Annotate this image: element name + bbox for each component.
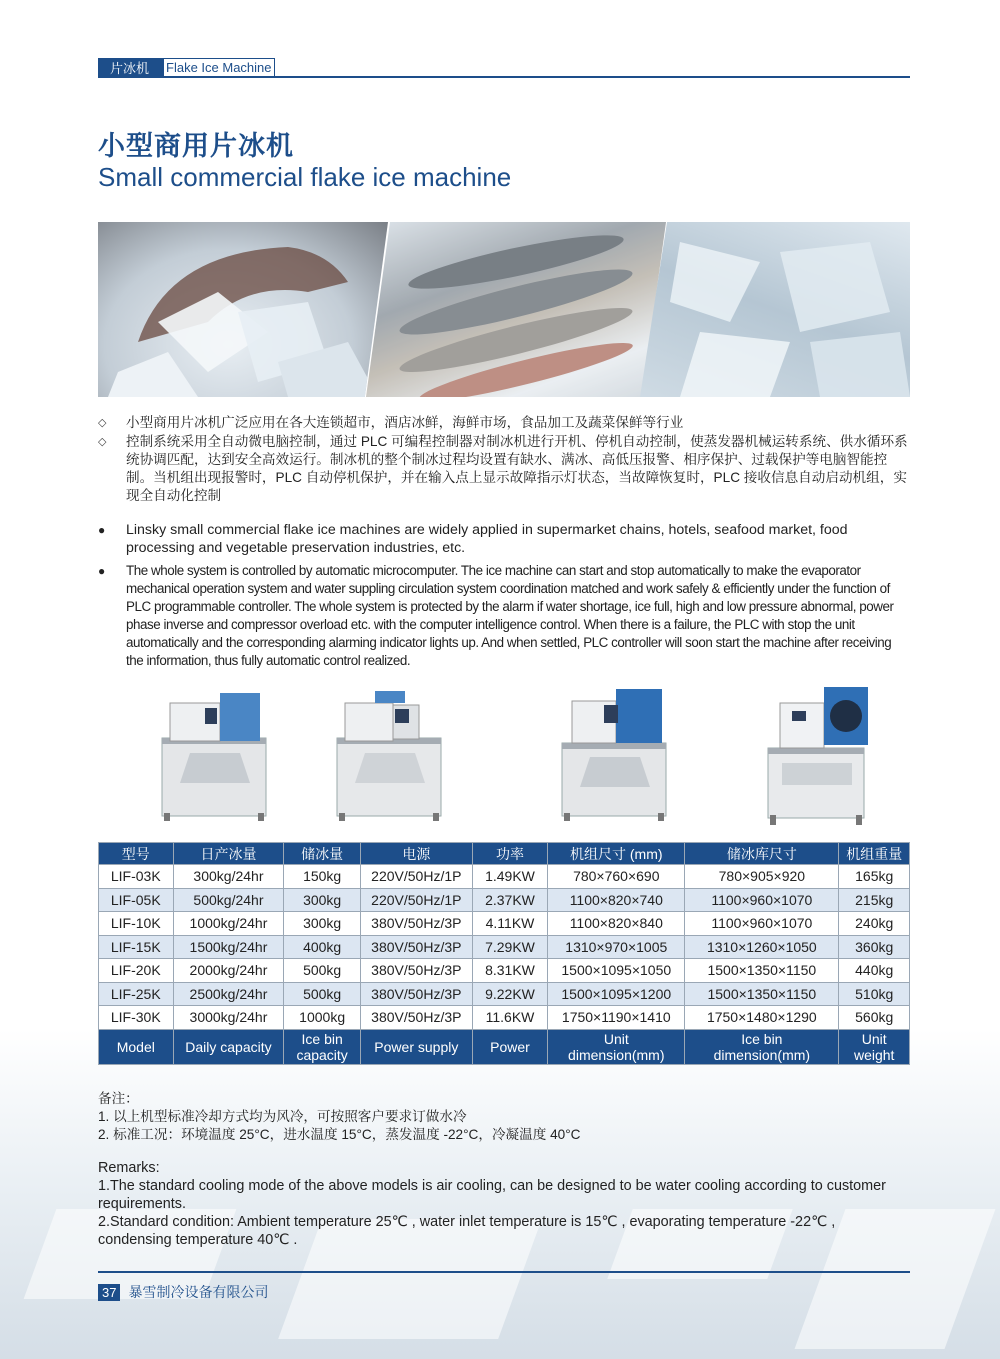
footer-cell — [360, 1029, 472, 1064]
flake-ice-photo — [98, 222, 388, 397]
column-header: 日产冰量 — [173, 843, 284, 865]
table-cell: 300kg/24hr — [173, 865, 284, 889]
table-header-row — [99, 843, 910, 865]
ice-photo-strip — [98, 222, 910, 397]
table-cell: 2.37KW — [472, 888, 548, 912]
footer-cell-line: dimension(mm) — [713, 1046, 811, 1063]
table-cell: LIF-15K — [99, 935, 174, 959]
table-cell: 1000kg/24hr — [173, 912, 284, 936]
page-number: 37 — [98, 1284, 120, 1301]
table-cell: LIF-03K — [99, 865, 174, 889]
table-cell: 1100×820×740 — [548, 888, 685, 912]
table-cell: LIF-20K — [99, 959, 174, 983]
note-item: 1. 以上机型标准冷却方式均为风冷，可按照客户要求订做水冷 — [98, 1109, 467, 1124]
footer-cell-line: dimension(mm) — [568, 1046, 665, 1063]
machine-photos — [150, 683, 870, 828]
table-cell: 1500kg/24hr — [173, 935, 284, 959]
column-header: 型号 — [99, 843, 174, 865]
diamond-bullet-icon: ◇ — [98, 417, 107, 429]
footer-cell — [548, 1029, 685, 1064]
section-label-en: Flake Ice Machine — [163, 58, 275, 77]
table-cell: 500kg — [284, 982, 361, 1006]
table-footer-row — [99, 1029, 910, 1064]
dot-bullet-icon: ● — [98, 523, 106, 537]
header-divider — [98, 76, 910, 78]
feature-list-en — [98, 521, 910, 675]
table-row — [99, 888, 910, 912]
column-header: 功率 — [472, 843, 548, 865]
section-header — [98, 58, 275, 77]
footer-cell-line: Daily capacity — [185, 1038, 272, 1055]
notes-heading-zh: 备注： — [98, 1091, 139, 1106]
table-cell: 780×760×690 — [548, 865, 685, 889]
table-cell: 380V/50Hz/3P — [360, 912, 472, 936]
table-cell: LIF-05K — [99, 888, 174, 912]
page-footer — [98, 1282, 268, 1302]
footer-cell-line: Unit — [603, 1030, 629, 1047]
table-cell: 780×905×920 — [685, 865, 839, 889]
table-cell: 1310×1260×1050 — [685, 935, 839, 959]
list-item: ◇ 小型商用片冰机广泛应用在各大连锁超市，酒店冰鲜，海鲜市场，食品加工及蔬菜保鲜等行业 — [98, 415, 684, 430]
table-cell: 400kg — [284, 935, 361, 959]
footer-cell-line: Model — [116, 1038, 155, 1055]
table-cell: 360kg — [839, 935, 910, 959]
spec-table — [98, 842, 910, 1065]
table-cell: 220V/50Hz/1P — [360, 865, 472, 889]
column-header: 机组重量 — [839, 843, 910, 865]
table-cell: 150kg — [284, 865, 361, 889]
table-cell: 8.31KW — [472, 959, 548, 983]
table-row — [99, 982, 910, 1006]
table-cell: 300kg — [284, 888, 361, 912]
table-row — [99, 912, 910, 936]
table-cell: 1750×1190×1410 — [548, 1006, 685, 1030]
list-item: ● Linsky small commercial flake ice machines are widely applied in supermarket chains, hotels, seafood market, food processing and vegetable preservation industries, etc. — [98, 522, 848, 556]
note-item: 2.Standard condition: Ambient temperature 25℃ , water inlet temperature is 15℃ , evaporating temperature -22℃ , condensing temperature 40℃ . — [98, 1214, 836, 1248]
table-cell: 300kg — [284, 912, 361, 936]
table-cell: LIF-10K — [99, 912, 174, 936]
table-cell: 4.11KW — [472, 912, 548, 936]
note-item: 2. 标准工况：环境温度 25°C，进水温度 15°C，蒸发温度 -22°C，冷凝温度 40°C — [98, 1127, 581, 1142]
table-cell: 1310×970×1005 — [548, 935, 685, 959]
table-cell: 380V/50Hz/3P — [360, 1006, 472, 1030]
column-header: 机组尺寸 (mm) — [548, 843, 685, 865]
table-cell: 1500×1350×1150 — [685, 959, 839, 983]
column-header: 储冰量 — [284, 843, 361, 865]
machine-image — [762, 683, 872, 828]
table-cell: 1100×820×840 — [548, 912, 685, 936]
feature-list-zh — [98, 414, 910, 506]
table-cell: 1750×1480×1290 — [685, 1006, 839, 1030]
page-title-en: Small commercial flake ice machine — [98, 162, 512, 192]
table-cell: 380V/50Hz/3P — [360, 935, 472, 959]
footer-divider — [98, 1271, 910, 1273]
table-cell: 1500×1095×1050 — [548, 959, 685, 983]
dot-bullet-icon: ● — [98, 564, 105, 578]
table-cell: 1100×960×1070 — [685, 888, 839, 912]
machine-image — [560, 683, 670, 823]
column-header: 电源 — [360, 843, 472, 865]
footer-cell-line: Unit — [861, 1030, 887, 1047]
table-row — [99, 935, 910, 959]
footer-cell-line: Power — [490, 1038, 530, 1055]
table-row — [99, 959, 910, 983]
table-row — [99, 865, 910, 889]
page-title-zh: 小型商用片冰机 — [98, 131, 294, 161]
table-cell: 7.29KW — [472, 935, 548, 959]
footer-cell — [472, 1029, 548, 1064]
footer-cell — [173, 1029, 284, 1064]
list-item: ◇ 控制系统采用全自动微电脑控制，通过 PLC 可编程控制器对制冰机进行开机、停机自动控制，使蒸发器机械运转系统、供水循环系统协调匹配，达到安全高效运行。制冰机的整个制冰过程均设置有缺水、满冰、高低压报警、相序保护、过载保护等电脑智能控制。当机组出现报警时，PLC 自动停机保护，并在输入点上显示故障指示灯状态，当故障恢复时，PLC 接收信息自动启动机组，实现全自动化控制 — [98, 434, 908, 503]
table-cell: 215kg — [839, 888, 910, 912]
table-cell: 510kg — [839, 982, 910, 1006]
seafood-on-ice-photo — [366, 222, 666, 397]
footer-cell-line: Ice bin — [741, 1030, 783, 1047]
footer-cell — [284, 1029, 361, 1064]
footer-cell-line: Ice bin — [301, 1030, 343, 1047]
table-cell: 165kg — [839, 865, 910, 889]
machine-image — [160, 683, 270, 823]
machine-image — [335, 683, 445, 823]
diamond-bullet-icon: ◇ — [98, 436, 107, 448]
table-cell: LIF-25K — [99, 982, 174, 1006]
table-cell: 1500×1350×1150 — [685, 982, 839, 1006]
table-cell: 560kg — [839, 1006, 910, 1030]
table-cell: 1.49KW — [472, 865, 548, 889]
footer-cell — [685, 1029, 839, 1064]
table-cell: LIF-30K — [99, 1006, 174, 1030]
footer-cell-line: capacity — [296, 1046, 348, 1063]
table-cell: 380V/50Hz/3P — [360, 982, 472, 1006]
notes-heading-en: Remarks: — [98, 1160, 160, 1176]
footer-cell-line: weight — [853, 1046, 895, 1063]
table-row — [99, 1006, 910, 1030]
notes-en — [98, 1159, 910, 1249]
table-cell: 220V/50Hz/1P — [360, 888, 472, 912]
note-item: 1.The standard cooling mode of the above models is air cooling, can be designed to be water cooling according to customer requirements. — [98, 1178, 886, 1212]
table-cell: 440kg — [839, 959, 910, 983]
table-cell: 240kg — [839, 912, 910, 936]
table-cell: 9.22KW — [472, 982, 548, 1006]
table-cell: 500kg/24hr — [173, 888, 284, 912]
column-header: 储冰库尺寸 — [685, 843, 839, 865]
table-cell: 500kg — [284, 959, 361, 983]
company-name: 暴雪制冷设备有限公司 — [128, 1284, 269, 1300]
section-label-zh: 片冰机 — [98, 58, 163, 77]
footer-cell — [99, 1029, 174, 1064]
table-cell: 380V/50Hz/3P — [360, 959, 472, 983]
table-cell: 1500×1095×1200 — [548, 982, 685, 1006]
footer-cell-line: Power supply — [374, 1038, 459, 1055]
table-cell: 2000kg/24hr — [173, 959, 284, 983]
table-cell: 1100×960×1070 — [685, 912, 839, 936]
table-cell: 11.6KW — [472, 1006, 548, 1030]
table-cell: 1000kg — [284, 1006, 361, 1030]
table-cell: 3000kg/24hr — [173, 1006, 284, 1030]
footer-cell — [839, 1029, 910, 1064]
list-item: ● The whole system is controlled by automatic microcomputer. The ice machine can start and stop automatically to make the evaporator mechanical operation system and water suppling circulation system coordination matched and work safely & efficiently under the function of PLC programmable controller. The whole system is protected by the alarm if water shortage, ice full, high and low pressure abnormal, power phase inverse and compressor overload etc. with the computer intelligence control. When there is a failure, the PLC with stop the unit automatically and the corresponding alarming indicator lights up. And when settled, PLC controller will soon start the machine after receiving the information, thus fully automatic control realized. — [98, 563, 894, 668]
ice-closeup-photo — [640, 222, 910, 397]
table-cell: 2500kg/24hr — [173, 982, 284, 1006]
notes-zh — [98, 1090, 581, 1144]
